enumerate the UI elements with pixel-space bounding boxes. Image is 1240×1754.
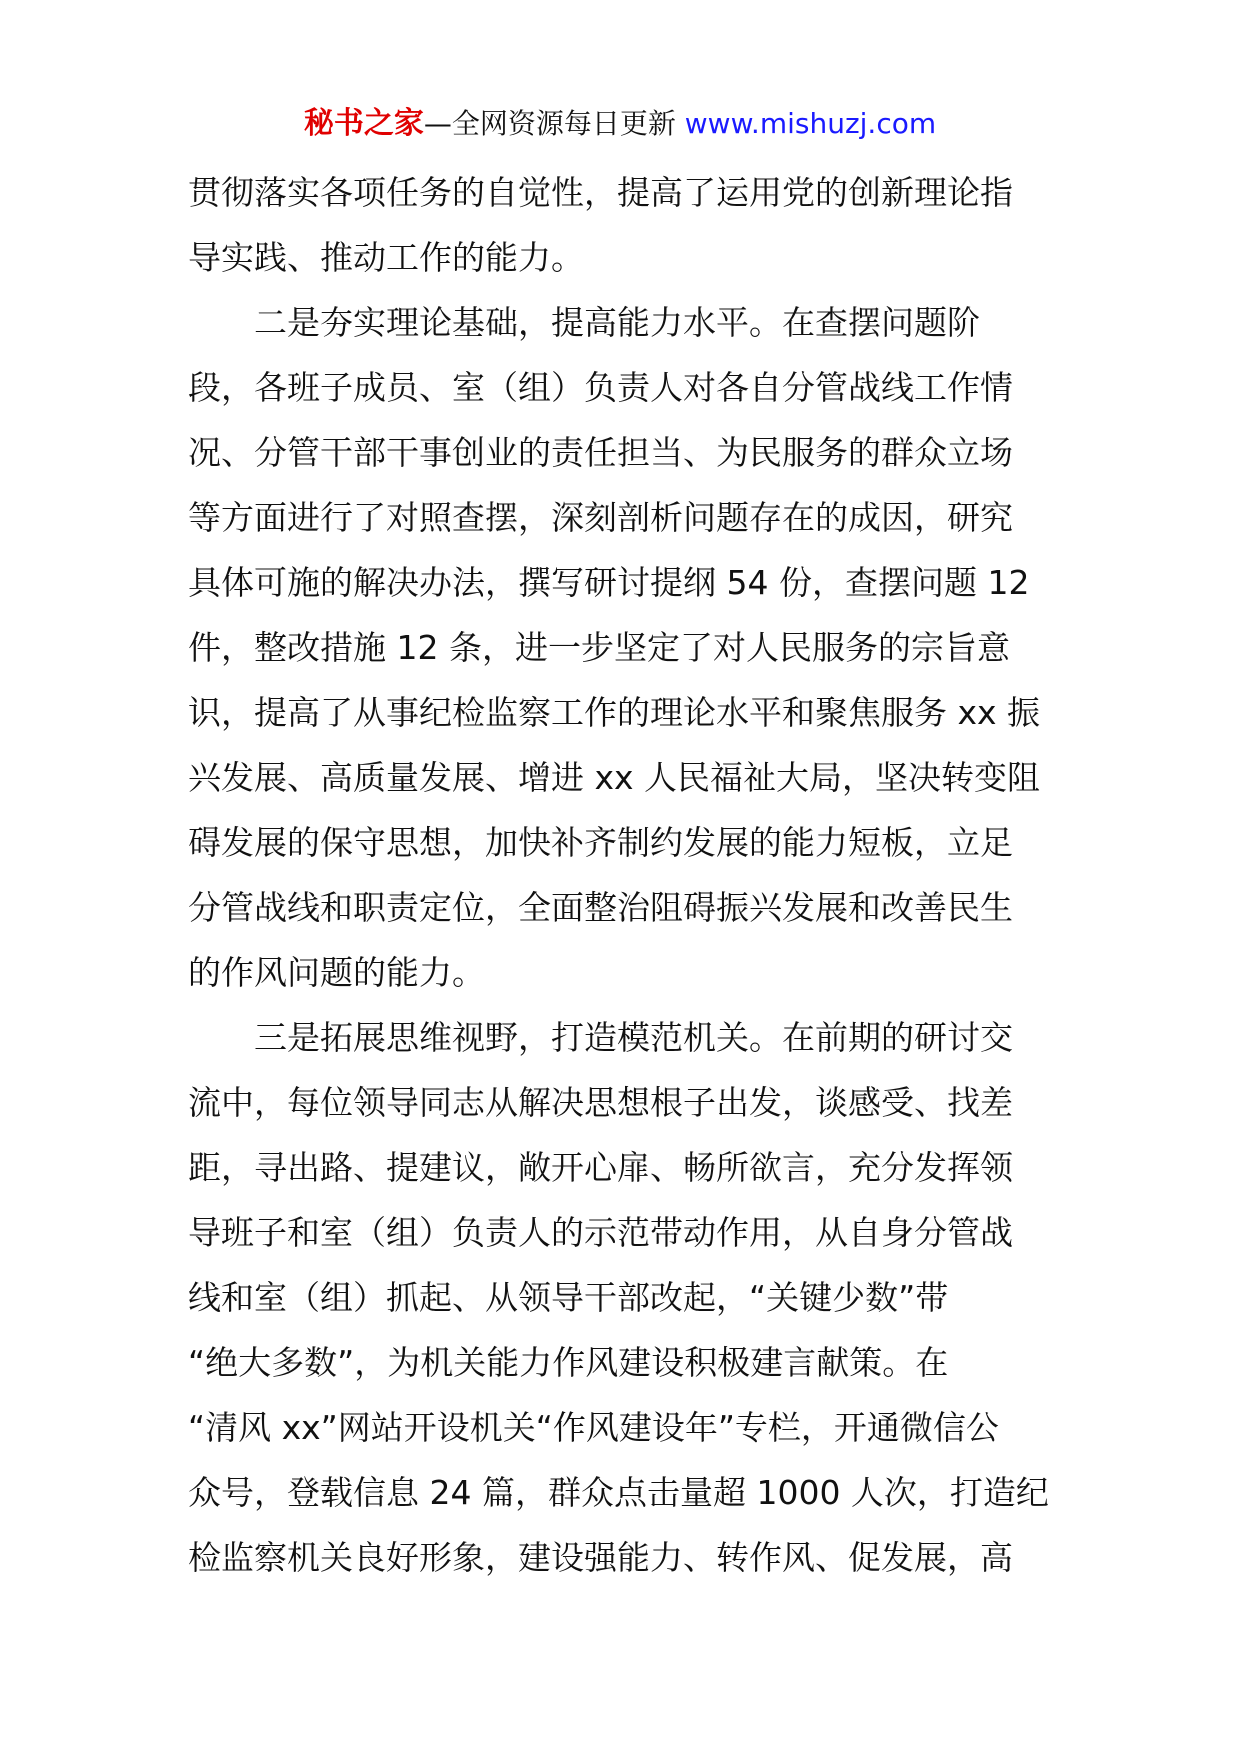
text-line: 段，各班子成员、室（组）负责人对各自分管战线工作情 bbox=[188, 368, 1013, 407]
text-line: 检监察机关良好形象，建设强能力、转作风、促发展，高 bbox=[188, 1538, 1013, 1577]
text-line: 距，寻出路、提建议，敞开心扉、畅所欲言，充分发挥领 bbox=[188, 1148, 1013, 1187]
text-line: 二是夯实理论基础，提高能力水平。在查摆问题阶 bbox=[188, 303, 980, 342]
text-line: 等方面进行了对照查摆，深刻剖析问题存在的成因，研究 bbox=[188, 498, 1013, 537]
text-line: 分管战线和职责定位，全面整治阻碍振兴发展和改善民生 bbox=[188, 888, 1013, 927]
text-line: 具体可施的解决办法，撰写研讨提纲 54 份，查摆问题 12 bbox=[188, 563, 1030, 602]
header-tagline: —全网资源每日更新 bbox=[423, 107, 676, 140]
text-line: “绝大多数”，为机关能力作风建设积极建言献策。在 bbox=[188, 1343, 949, 1382]
document-header bbox=[0, 104, 1240, 144]
text-line: 贯彻落实各项任务的自觉性，提高了运用党的创新理论指 bbox=[188, 173, 1013, 212]
text-line: 的作风问题的能力。 bbox=[188, 953, 485, 992]
document-body bbox=[188, 160, 1058, 1590]
text-line: 件，整改措施 12 条，进一步坚定了对人民服务的宗旨意 bbox=[188, 628, 1010, 667]
brand-name: 秘书之家 bbox=[303, 106, 424, 141]
text-line: 识，提高了从事纪检监察工作的理论水平和聚焦服务 xx 振 bbox=[188, 693, 1041, 732]
text-line: 况、分管干部干事创业的责任担当、为民服务的群众立场 bbox=[188, 433, 1013, 472]
website-link[interactable]: www.mishuzj.com bbox=[684, 107, 937, 140]
text-line: 导实践、推动工作的能力。 bbox=[188, 238, 584, 277]
text-line: 三是拓展思维视野，打造模范机关。在前期的研讨交 bbox=[188, 1018, 1013, 1057]
text-line: 兴发展、高质量发展、增进 xx 人民福祉大局，坚决转变阻 bbox=[188, 758, 1041, 797]
text-line: 线和室（组）抓起、从领导干部改起，“关键少数”带 bbox=[188, 1278, 949, 1317]
text-line: “清风 xx”网站开设机关“作风建设年”专栏，开通微信公 bbox=[188, 1408, 999, 1447]
text-line: 流中，每位领导同志从解决思想根子出发，谈感受、找差 bbox=[188, 1083, 1013, 1122]
text-line: 碍发展的保守思想，加快补齐制约发展的能力短板，立足 bbox=[188, 823, 1013, 862]
text-line: 导班子和室（组）负责人的示范带动作用，从自身分管战 bbox=[188, 1213, 1013, 1252]
text-line: 众号，登载信息 24 篇，群众点击量超 1000 人次，打造纪 bbox=[188, 1473, 1049, 1512]
